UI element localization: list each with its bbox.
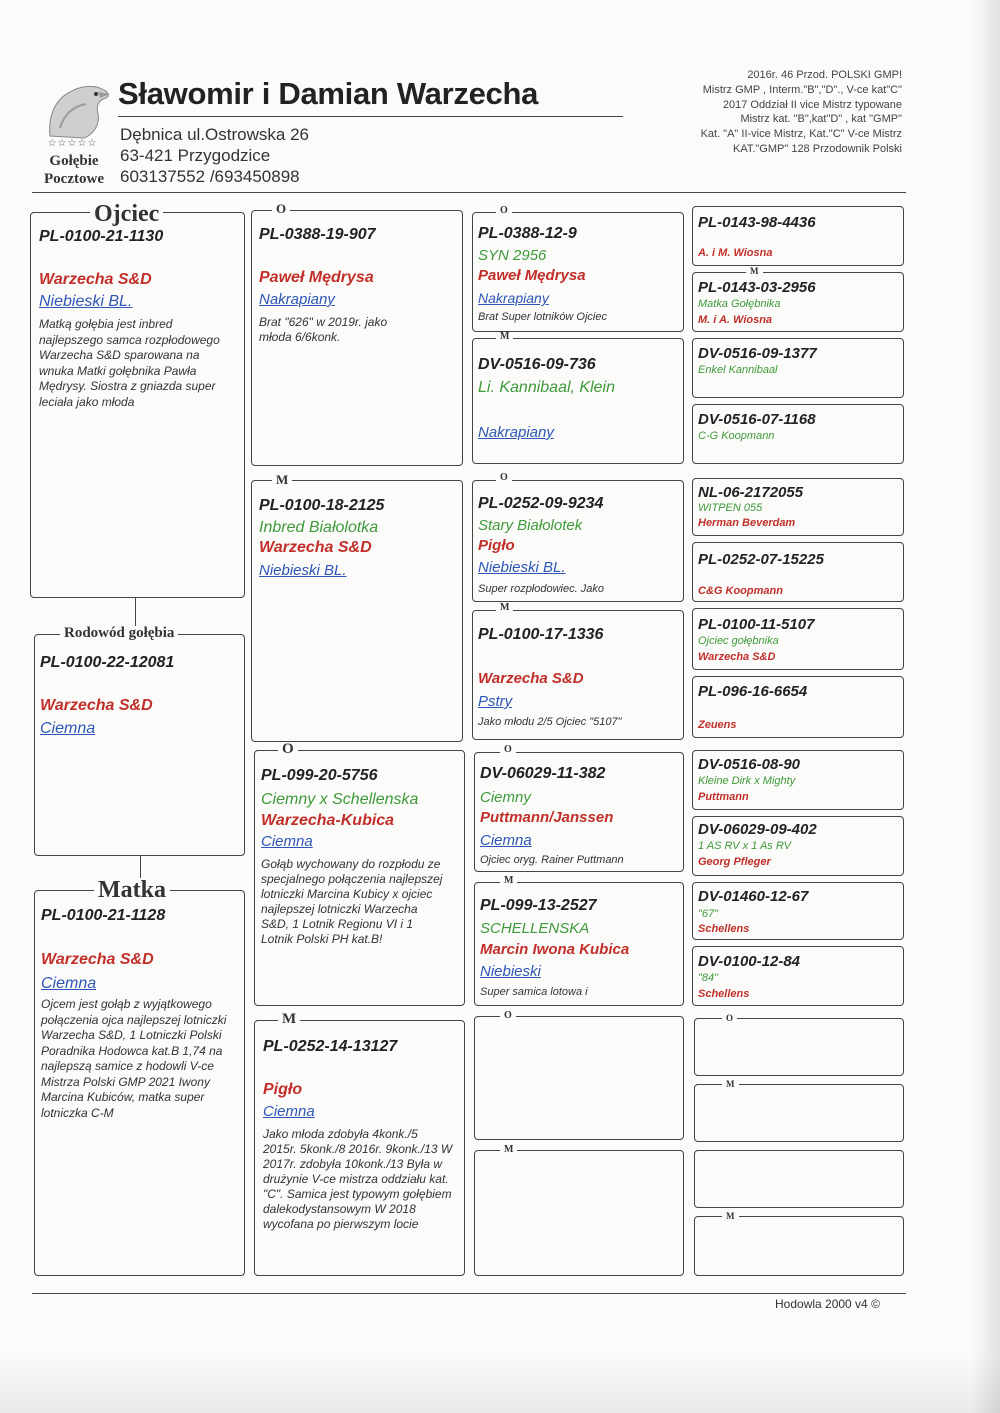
great-grandparent-color: Niebieski BL.	[478, 559, 566, 576]
great-grandparent-color: Pstry	[478, 693, 513, 710]
great-grandparent-card-2	[472, 338, 684, 464]
father-ring: PL-0100-21-1130	[39, 228, 164, 245]
grandparent-ring: PL-0388-19-907	[259, 226, 376, 243]
gg-grandparent-card-9	[692, 750, 904, 810]
subject-color: Ciemna	[40, 720, 96, 737]
great-grandparent-breeder: Paweł Mędrysa	[478, 267, 586, 284]
father-description: Matką gołębia jest inbred najlepszego samca rozpłodowego Warzecha S&D sparowana na wnuka Matki gołębnika Pawła Mędrysy. Siostra z gniazda super leciała jako młoda	[39, 317, 220, 409]
gg-grandparent-breeder: Puttmann	[698, 791, 749, 803]
father-color: Niebieski BL.	[39, 293, 133, 310]
gg-grandparent-breeder: C&G Koopmann	[698, 585, 783, 597]
gg-grandparent-name: Matka Gołębnika	[698, 298, 781, 310]
scan-edge-shadow	[972, 0, 1000, 1413]
great-grandparent-description: Super rozpłodowiec. Jako	[478, 583, 604, 595]
gg-grandparent-ring: PL-096-16-6654	[698, 683, 808, 700]
gg-grandparent-breeder: M. i A. Wiosna	[698, 314, 773, 326]
grandparent-name: Inbred Białolotka	[259, 519, 379, 536]
grandparent-color: Nakrapiany	[259, 291, 335, 308]
gg-grandparent-breeder: Schellens	[698, 923, 750, 935]
grandparent-description: Jako młoda zdobyła 4konk./5 2015r. 5konk./8 2016r. 9konk./13 W 2017r. zdobyła 10konk./13 Była w drużynie V-ce mistrza oddziału kat. "C". Samica jest typowym gołębiem dalekodystansowym W 2018 wycofana po pierwszym locie	[263, 1127, 453, 1231]
gg-grandparent-ring: DV-0100-12-84	[698, 953, 801, 970]
logo-stars: ☆☆☆☆☆	[47, 138, 98, 149]
gg-grandparent-card-1	[692, 206, 904, 266]
great-grandparent-ring: PL-0252-09-9234	[478, 495, 604, 512]
great-grandparent-card-8	[474, 1150, 684, 1276]
great-grandparent-name: SYN 2956	[478, 247, 547, 264]
gg-grandparent-card-4	[692, 404, 904, 464]
great-grandparent-description: Jako młodu 2/5 Ojciec "5107"	[478, 716, 622, 728]
grandparent-breeder: Paweł Mędrysa	[259, 269, 374, 286]
gg-grandparent-ring: DV-06029-09-402	[698, 821, 817, 838]
gg-grandparent-card-5	[692, 478, 904, 536]
sire-label: O	[278, 742, 298, 757]
dam-label: M	[496, 332, 513, 342]
great-grandparent-color: Nakrapiany	[478, 290, 549, 306]
great-grandparent-name: SCHELLENSKA	[480, 920, 590, 937]
great-grandparent-color: Nakrapiany	[478, 424, 554, 441]
great-grandparent-ring: DV-0516-09-736	[478, 356, 596, 373]
grandparent-card-3	[254, 750, 465, 1006]
gg-grandparent-ring: PL-0252-07-15225	[698, 551, 824, 568]
dam-label: M	[272, 473, 292, 486]
gg-grandparent-ring: PL-0143-03-2956	[698, 279, 816, 296]
father-card	[30, 212, 245, 598]
gg-grandparent-breeder: Georg Pfleger	[698, 856, 771, 868]
footer-credit: Hodowla 2000 v4 ©	[775, 1297, 880, 1311]
gg-grandparent-card-10	[692, 816, 904, 876]
scan-bottom-shadow	[0, 1353, 1000, 1413]
great-grandparent-name: Li. Kannibaal, Klein	[478, 379, 615, 396]
gg-grandparent-ring: PL-0100-11-5107	[698, 616, 815, 633]
sire-label: O	[496, 206, 512, 216]
gg-grandparent-breeder: Zeuens	[698, 719, 737, 731]
mother-description: Ojcem jest gołąb z wyjątkowego połączenia ojca najlepszej lotniczki Warzecha S&D, 1 Lotniczki Polski Poradnika Hodowca kat.B 1,74 na najlepszą samice z hodowli V-ce Mistrza Polski GMP 2021 Iwony Marcina Kubiców, matka super lotniczka C-M	[41, 997, 227, 1120]
father-label: Ojciec	[90, 202, 163, 226]
gg-grandparent-card-15	[694, 1150, 904, 1208]
dam-label: M	[746, 267, 763, 276]
great-grandparent-color: Ciemna	[480, 832, 532, 849]
gg-grandparent-ring: DV-0516-09-1377	[698, 345, 817, 362]
dam-label: M	[722, 1080, 739, 1089]
mother-label: Matka	[94, 878, 170, 902]
gg-grandparent-name: C-G Koopmann	[698, 430, 775, 442]
great-grandparent-description: Ojciec oryg. Rainer Puttmann	[480, 854, 624, 866]
footer-divider	[32, 1293, 906, 1294]
gg-grandparent-breeder: Herman Beverdam	[698, 517, 796, 529]
grandparent-ring: PL-0100-18-2125	[259, 497, 385, 514]
dam-label: M	[722, 1212, 739, 1221]
great-grandparent-description: Super samica lotowa i	[480, 986, 588, 998]
subject-card	[34, 634, 245, 856]
sire-label: O	[500, 745, 516, 755]
gg-grandparent-ring: PL-0143-98-4436	[698, 214, 816, 231]
grandparent-color: Ciemna	[263, 1103, 315, 1120]
grandparent-ring: PL-0252-14-13127	[263, 1038, 398, 1055]
subject-ring: PL-0100-22-12081	[40, 654, 175, 671]
great-grandparent-name: Ciemny	[480, 789, 531, 806]
mother-breeder: Warzecha S&D	[41, 951, 154, 968]
gg-grandparent-card-8	[692, 676, 904, 738]
mother-ring: PL-0100-21-1128	[41, 907, 166, 924]
grandparent-description: Brat "626" w 2019r. jako młoda 6/6konk.	[259, 315, 388, 344]
mother-color: Ciemna	[41, 975, 97, 992]
grandparent-color: Niebieski BL.	[259, 562, 347, 579]
great-grandparent-breeder: Warzecha S&D	[478, 670, 584, 687]
great-grandparent-description: Brat Super lotników Ojciec	[478, 311, 607, 323]
achievements-list	[620, 68, 902, 157]
grandparent-card-2	[251, 480, 463, 742]
great-grandparent-breeder: Marcin Iwona Kubica	[480, 941, 630, 958]
subject-breeder: Warzecha S&D	[40, 697, 153, 714]
gg-grandparent-name: "84"	[698, 972, 719, 984]
achievement-line: 2017 Oddział II vice Mistrz typowane	[722, 98, 902, 111]
gg-grandparent-card-14	[694, 1084, 904, 1142]
logo	[30, 78, 115, 190]
grandparent-description: Gołąb wychowany do rozpłodu ze specjalnego połączenia najlepszej lotniczki Marcina Kubicy x ojciec najlepszej lotniczki Warzecha S&D, 1 Lotnik Regionu VI i 1 Lotnik Polski PH kat.B!	[261, 857, 443, 946]
achievement-line: Mistrz GMP , Interm."B","D"., V-ce kat"C"	[702, 83, 902, 96]
sire-label: O	[272, 202, 290, 215]
header-divider	[32, 192, 906, 193]
gg-grandparent-name: "67"	[698, 908, 719, 920]
great-grandparent-breeder: Puttmann/Janssen	[480, 809, 614, 826]
grandparent-breeder: Warzecha-Kubica	[261, 812, 395, 829]
gg-grandparent-name: WITPEN 055	[698, 502, 763, 514]
logo-text: Gołębie Pocztowe	[44, 153, 104, 187]
gg-grandparent-card-3	[692, 338, 904, 398]
gg-grandparent-name: Ojciec gołębnika	[698, 635, 779, 647]
title-divider	[118, 116, 623, 117]
great-grandparent-card-7	[474, 1016, 684, 1140]
dam-label: M	[496, 603, 513, 613]
gg-grandparent-breeder: Warzecha S&D	[698, 651, 776, 663]
gg-grandparent-breeder: A. i M. Wiosna	[698, 247, 773, 259]
great-grandparent-ring: PL-0388-12-9	[478, 225, 577, 242]
gg-grandparent-card-11	[692, 882, 904, 940]
breeder-title: Sławomir i Damian Warzecha	[118, 76, 539, 111]
great-grandparent-ring: PL-099-13-2527	[480, 897, 597, 914]
achievement-line: Kat. "A" II-vice Mistrz, Kat."C" V-ce Mistrz	[700, 128, 902, 141]
sire-label: O	[496, 473, 512, 483]
achievement-line: KAT."GMP" 128 Przodownik Polski	[732, 142, 902, 155]
grandparent-name: Ciemny x Schellenska	[261, 791, 419, 808]
gg-grandparent-card-13	[694, 1018, 904, 1076]
great-grandparent-card-1	[472, 212, 684, 332]
sire-label: O	[500, 1011, 516, 1021]
grandparent-ring: PL-099-20-5756	[261, 767, 378, 784]
great-grandparent-card-6	[474, 882, 684, 1006]
achievement-line: 2016r. 46 Przod. POLSKI GMP!	[747, 69, 902, 81]
dam-label: M	[500, 1145, 517, 1155]
gg-grandparent-ring: DV-0516-07-1168	[698, 411, 816, 428]
grandparent-breeder: Warzecha S&D	[259, 539, 372, 556]
pigeon-logo-icon	[40, 78, 112, 140]
grandparent-color: Ciemna	[261, 833, 313, 850]
father-breeder: Warzecha S&D	[39, 271, 152, 288]
sire-label: O	[722, 1014, 737, 1023]
grandparent-card-1	[251, 210, 463, 466]
grandparent-breeder: Pigło	[263, 1081, 303, 1098]
pedigree-label: Rodowód gołębia	[60, 626, 178, 641]
dam-label: M	[278, 1012, 300, 1027]
gg-grandparent-ring: DV-01460-12-67	[698, 888, 809, 905]
gg-grandparent-card-16	[694, 1216, 904, 1276]
great-grandparent-card-5	[474, 752, 684, 872]
gg-grandparent-card-7	[692, 608, 904, 670]
gg-grandparent-name: Enkel Kannibaal	[698, 364, 778, 376]
great-grandparent-name: Stary Białolotek	[478, 517, 583, 534]
great-grandparent-ring: PL-0100-17-1336	[478, 626, 604, 643]
gg-grandparent-ring: NL-06-2172055	[698, 484, 804, 501]
great-grandparent-color: Niebieski	[480, 963, 541, 980]
grandparent-card-4	[254, 1020, 465, 1276]
gg-grandparent-card-12	[692, 946, 904, 1006]
great-grandparent-card-3	[472, 480, 684, 602]
mother-card	[34, 890, 245, 1276]
great-grandparent-ring: DV-06029-11-382	[480, 765, 606, 782]
dam-label: M	[500, 876, 517, 886]
great-grandparent-breeder: Pigło	[478, 537, 515, 554]
gg-grandparent-ring: DV-0516-08-90	[698, 756, 801, 773]
great-grandparent-card-4	[472, 610, 684, 740]
gg-grandparent-name: Kleine Dirk x Mighty	[698, 775, 796, 787]
breeder-address: Dębnica ul.Ostrowska 26 63-421 Przygodzice 603137552 /693450898	[120, 125, 309, 186]
gg-grandparent-card-2	[692, 272, 904, 332]
gg-grandparent-name: 1 AS RV x 1 As RV	[698, 840, 791, 852]
achievement-line: Mistrz kat. "B",kat"D" , kat "GMP"	[740, 113, 902, 126]
gg-grandparent-card-6	[692, 542, 904, 602]
gg-grandparent-breeder: Schellens	[698, 988, 750, 1000]
